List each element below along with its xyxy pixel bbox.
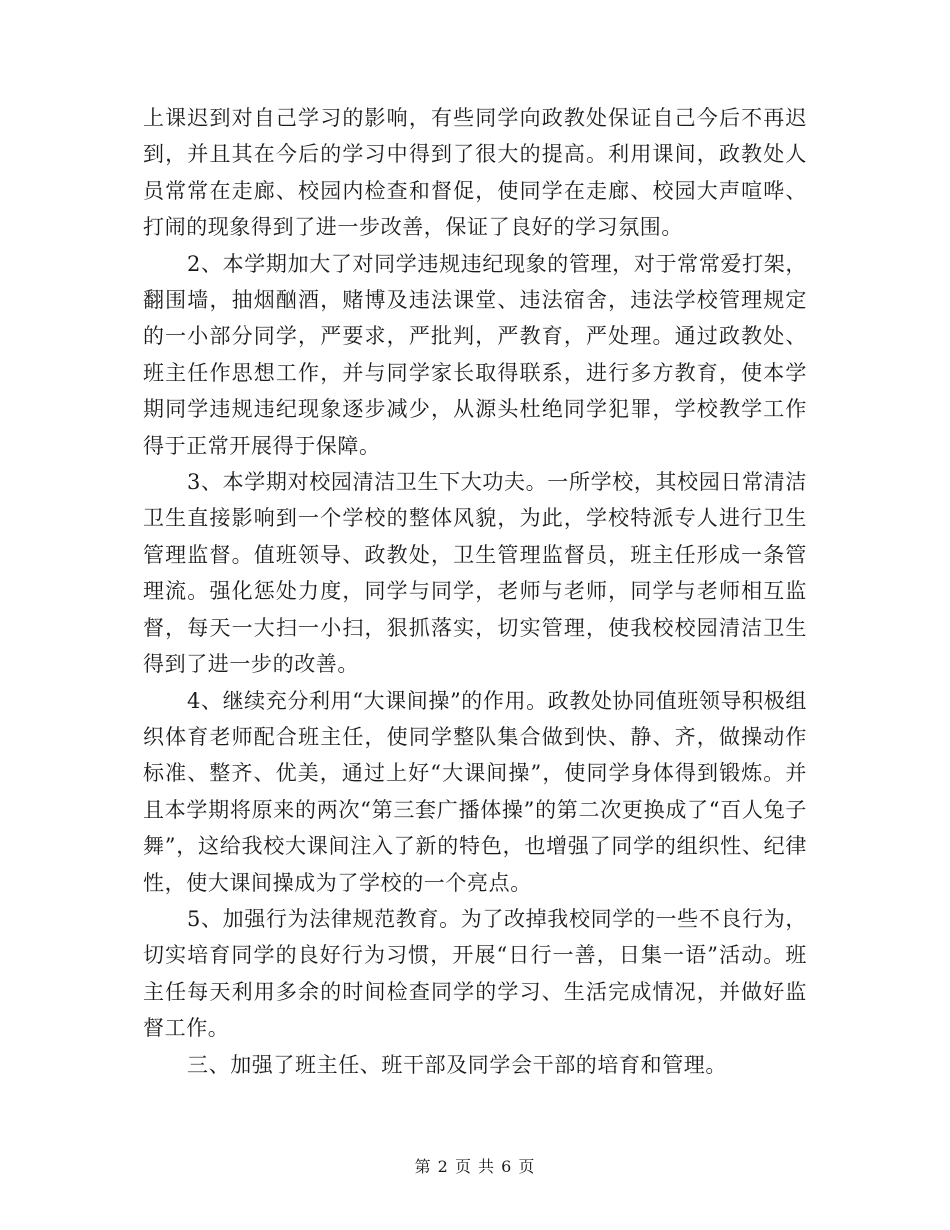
document-body — [143, 100, 807, 1083]
page-number-footer: 第 2 页 共 6 页 — [414, 1157, 536, 1176]
paragraph-continuation: 上课迟到对自己学习的影响，有些同学向政教处保证自己今后不再迟到，并且其在今后的学习中得到了很大的提高。利用课间，政教处人员常常在走廊、校园内检查和督促，使同学在走廊、校园大声喧哗、打闹的现象得到了进一步改善，保证了良好的学习氛围。 — [143, 106, 807, 240]
paragraph-item-3: 3、本学期对校园清洁卫生下大功夫。一所学校，其校园日常清洁卫生直接影响到一个学校的整体风貌，为此，学校特派专人进行卫生管理监督。值班领导、政教处，卫生管理监督员，班主任形成一条管理流。强化惩处力度，同学与同学，老师与老师，同学与老师相互监督，每天一大扫一小扫，狠抓落实，切实管理，使我校校园清洁卫生得到了进一步的改善。 — [143, 470, 807, 677]
section-heading-3: 三、加强了班主任、班干部及同学会干部的培育和管理。 — [187, 1052, 727, 1077]
paragraph-item-4: 4、继续充分利用“大课间操”的作用。政教处协同值班领导积极组织体育老师配合班主任，使同学整队集合做到快、静、齐，做操动作标准、整齐、优美，通过上好“大课间操”，使同学身体得到锻炼。并且本学期将原来的两次“第三套广播体操”的第二次更换成了“百人兔子舞”，这给我校大课间注入了新的特色，也增强了同学的组织性、纪律性，使大课间操成为了学校的一个亮点。 — [143, 688, 807, 895]
paragraph-item-2: 2、本学期加大了对同学违规违纪现象的管理，对于常常爱打架，翻围墙，抽烟酗酒，赌博及违法课堂、违法宿舍，违法学校管理规定的一小部分同学，严要求，严批判，严教育，严处理。通过政教处、班主任作思想工作，并与同学家长取得联系，进行多方教育，使本学期同学违规违纪现象逐步减少，从源头杜绝同学犯罪，学校教学工作得于正常开展得于保障。 — [143, 251, 807, 458]
paragraph-item-5: 5、加强行为法律规范教育。为了改掉我校同学的一些不良行为，切实培育同学的良好行为习惯，开展“日行一善，日集一语”活动。班主任每天利用多余的时间检查同学的学习、生活完成情况，并做好监督工作。 — [143, 906, 807, 1041]
